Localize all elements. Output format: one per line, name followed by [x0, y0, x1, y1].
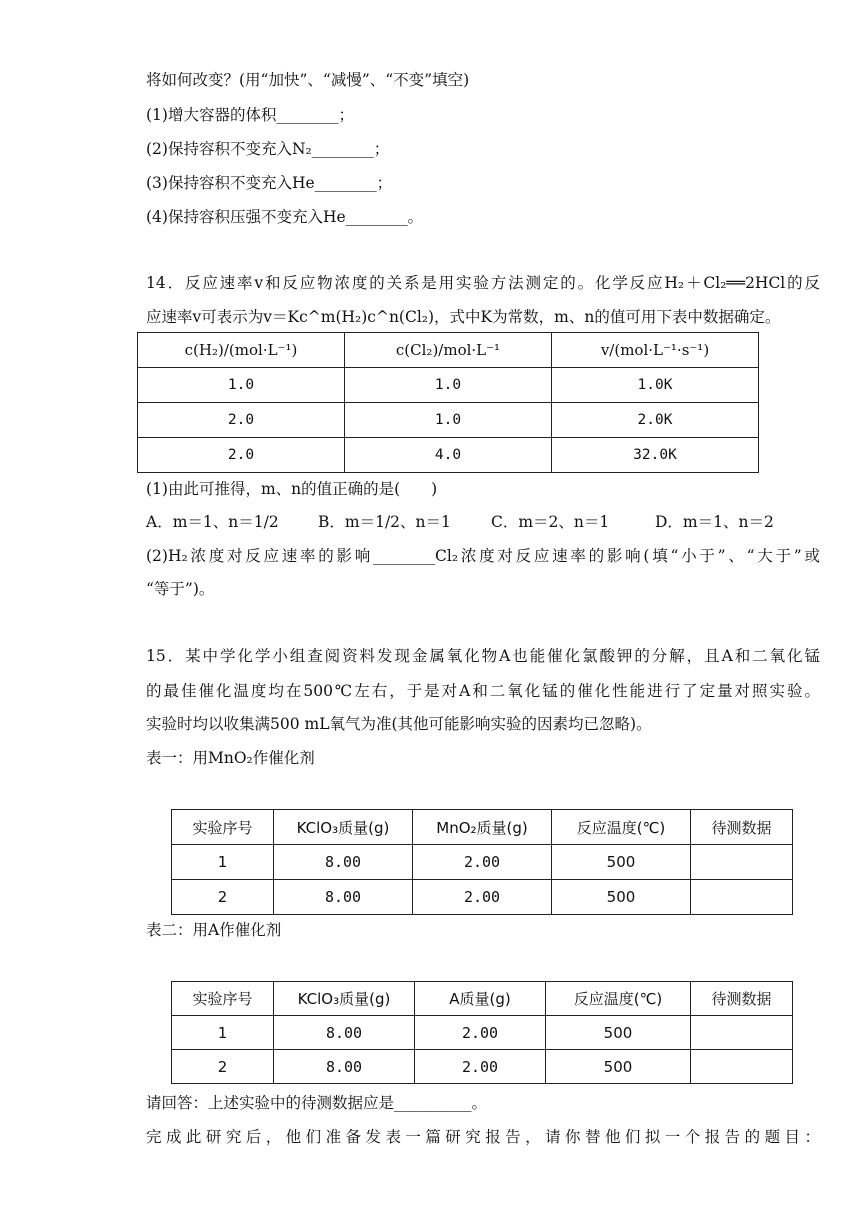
table-header: v/(mol·L⁻¹·s⁻¹) [552, 333, 759, 368]
table-cell: 2.00 [415, 1016, 546, 1050]
table-header: 待测数据 [691, 810, 793, 845]
table-cell [691, 1016, 793, 1050]
table-cell: 2.00 [415, 1050, 546, 1084]
q15-line-3: 实验时均以收集满500 mL氧气为准(其他可能影响实验的因素均已忽略)。 [146, 715, 652, 733]
table-header: 待测数据 [691, 982, 793, 1016]
table-header: c(Cl₂)/mol·L⁻¹ [345, 333, 552, 368]
table-cell: 1.0 [138, 368, 345, 403]
q15-line-2: 的最佳催化温度均在500℃左右，于是对A和二氧化锰的催化性能进行了定量对照实验。 [146, 682, 820, 700]
table-cell: 500 [552, 845, 691, 880]
table-cell: 500 [552, 880, 691, 915]
q14-sub-2-line-1: (2)H₂浓度对反应速率的影响________Cl₂浓度对反应速率的影响(填“小于”、“大于”或 [146, 547, 820, 565]
table-cell [691, 880, 793, 915]
q13-item-1: (1)增大容器的体积________； [146, 106, 354, 124]
table-cell: 2.0 [138, 403, 345, 438]
table-header: 反应温度(℃) [546, 982, 691, 1016]
table-cell [691, 1050, 793, 1084]
table-header: 反应温度(℃) [552, 810, 691, 845]
table-header: KClO₃质量(g) [274, 810, 413, 845]
q13-item-4: (4)保持容积压强不变充入He________。 [146, 208, 424, 226]
q14-option-a: A．m＝1、n＝1/2 [146, 513, 279, 531]
q14-line-1: 14．反应速率v和反应物浓度的关系是用实验方法测定的。化学反应H₂＋Cl₂══2HCl的反 [146, 274, 820, 292]
table-cell: 2 [172, 1050, 274, 1084]
q15-line-1: 15．某中学化学小组查阅资料发现金属氧化物A也能催化氯酸钾的分解，且A和二氧化锰 [146, 647, 820, 665]
q14-option-b: B．m＝1/2、n＝1 [318, 513, 451, 531]
table-cell: 2.00 [413, 880, 552, 915]
table-cell: 1 [172, 1016, 274, 1050]
table-cell: 500 [546, 1016, 691, 1050]
q14-option-c: C．m＝2、n＝1 [491, 513, 610, 531]
table-cell: 8.00 [274, 1016, 415, 1050]
table-cell: 8.00 [274, 1050, 415, 1084]
table-header: A质量(g) [415, 982, 546, 1016]
table-header: 实验序号 [172, 810, 274, 845]
q13-item-2: (2)保持容积不变充入N₂________； [146, 140, 390, 158]
table-cell: 8.00 [274, 845, 413, 880]
q14-line-2: 应速率v可表示为v＝Kc^m(H₂)c^n(Cl₂)，式中K为常数，m、n的值可用下表中数据确定。 [146, 308, 781, 326]
q14-sub-2-line-2: “等于”)。 [146, 580, 215, 598]
rate-data-table [137, 332, 759, 473]
q14-sub-1: (1)由此可推得，m、n的值正确的是( ) [146, 480, 438, 498]
table-header: MnO₂质量(g) [413, 810, 552, 845]
q15-last-line: 完成此研究后，他们准备发表一篇研究报告，请你替他们拟一个报告的题目： [146, 1128, 820, 1146]
table-cell: 2.0 [138, 438, 345, 473]
table-cell: 8.00 [274, 880, 413, 915]
table-cell: 1.0K [552, 368, 759, 403]
q15-answer-prompt: 请回答：上述实验中的待测数据应是__________。 [146, 1094, 488, 1112]
table-cell: 2.00 [413, 845, 552, 880]
table-cell: 4.0 [345, 438, 552, 473]
a-catalyst-experiment-table [171, 981, 793, 1084]
q14-option-d: D．m＝1、n＝2 [655, 513, 774, 531]
table-header: KClO₃质量(g) [274, 982, 415, 1016]
table-cell: 1 [172, 845, 274, 880]
table1-title: 表一：用MnO₂作催化剂 [146, 749, 315, 767]
table-cell [691, 845, 793, 880]
q13-item-3: (3)保持容积不变充入He________； [146, 174, 393, 192]
table-cell: 2.0K [552, 403, 759, 438]
table-header: 实验序号 [172, 982, 274, 1016]
table-header: c(H₂)/(mol·L⁻¹) [138, 333, 345, 368]
table-cell: 500 [546, 1050, 691, 1084]
table2-title: 表二：用A作催化剂 [146, 921, 282, 939]
q13-intro: 将如何改变？(用“加快”、“减慢”、“不变”填空) [146, 71, 470, 89]
table-cell: 2 [172, 880, 274, 915]
mno2-experiment-table [171, 809, 793, 915]
table-cell: 1.0 [345, 403, 552, 438]
table-cell: 32.0K [552, 438, 759, 473]
table-cell: 1.0 [345, 368, 552, 403]
